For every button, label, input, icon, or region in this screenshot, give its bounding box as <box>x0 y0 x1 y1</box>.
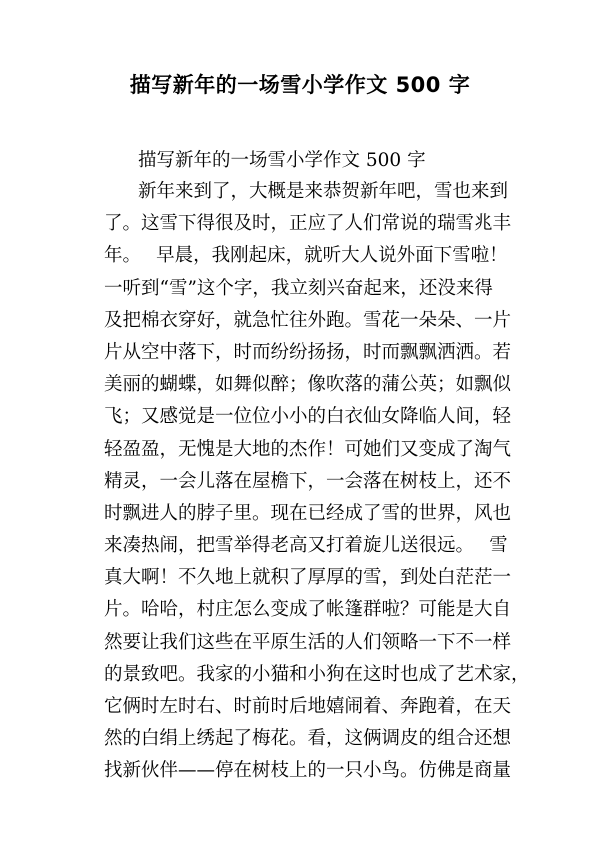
body-line: 片。哈哈，村庄怎么变成了帐篷群啦？可能是大自 <box>104 599 512 621</box>
body-line: 轻盈盈，无愧是大地的杰作！可她们又变成了淘气 <box>104 438 512 460</box>
body-line: 新年来到了，大概是来恭贺新年吧，雪也来到 <box>138 181 509 202</box>
body-line: 年。 早晨，我刚起床，就听大人说外面下雪啦！ <box>104 245 508 267</box>
body-line: 一听到“雪”这个字，我立刻兴奋起来，还没来得 <box>104 277 493 299</box>
body-line: 飞；又感觉是一位位小小的白衣仙女降临人间，轻 <box>104 406 512 428</box>
body-line: 了。这雪下得很及时，正应了人们常说的瑞雪兆丰 <box>104 213 512 235</box>
document-title: 描写新年的一场雪小学作文 500 字 <box>129 73 471 97</box>
essay-body <box>104 176 530 788</box>
body-line: 精灵，一会儿落在屋檐下，一会落在树枝上，还不 <box>104 470 512 492</box>
body-line: 然要让我们这些在平原生活的人们领略一下不一样 <box>104 631 512 653</box>
essay-subtitle: 描写新年的一场雪小学作文 500 字 <box>138 150 426 171</box>
body-line: 来凑热闹，把雪举得老高又打着旋儿送很远。 雪 <box>104 535 508 557</box>
body-line: 美丽的蝴蝶，如舞似醉；像吹落的蒲公英；如飘似 <box>104 374 512 396</box>
body-line: 的景致吧。我家的小猫和小狗在这时也成了艺术家， <box>104 663 530 685</box>
body-line: 时飘进人的脖子里。现在已经成了雪的世界，风也 <box>104 502 512 524</box>
body-line: 找新伙伴——停在树枝上的一只小鸟。仿佛是商量 <box>104 760 512 782</box>
body-line: 它俩时左时右、时前时后地嬉闹着、奔跑着，在天 <box>104 696 512 717</box>
body-line: 片从空中落下，时而纷纷扬扬，时而飘飘洒洒。若 <box>104 341 512 363</box>
body-line: 及把棉衣穿好，就急忙往外跑。雪花一朵朵、一片 <box>104 309 512 331</box>
body-line: 真大啊！不久地上就积了厚厚的雪，到处白茫茫一 <box>104 567 512 589</box>
body-line: 然的白绢上绣起了梅花。看，这俩调皮的组合还想 <box>104 728 512 750</box>
